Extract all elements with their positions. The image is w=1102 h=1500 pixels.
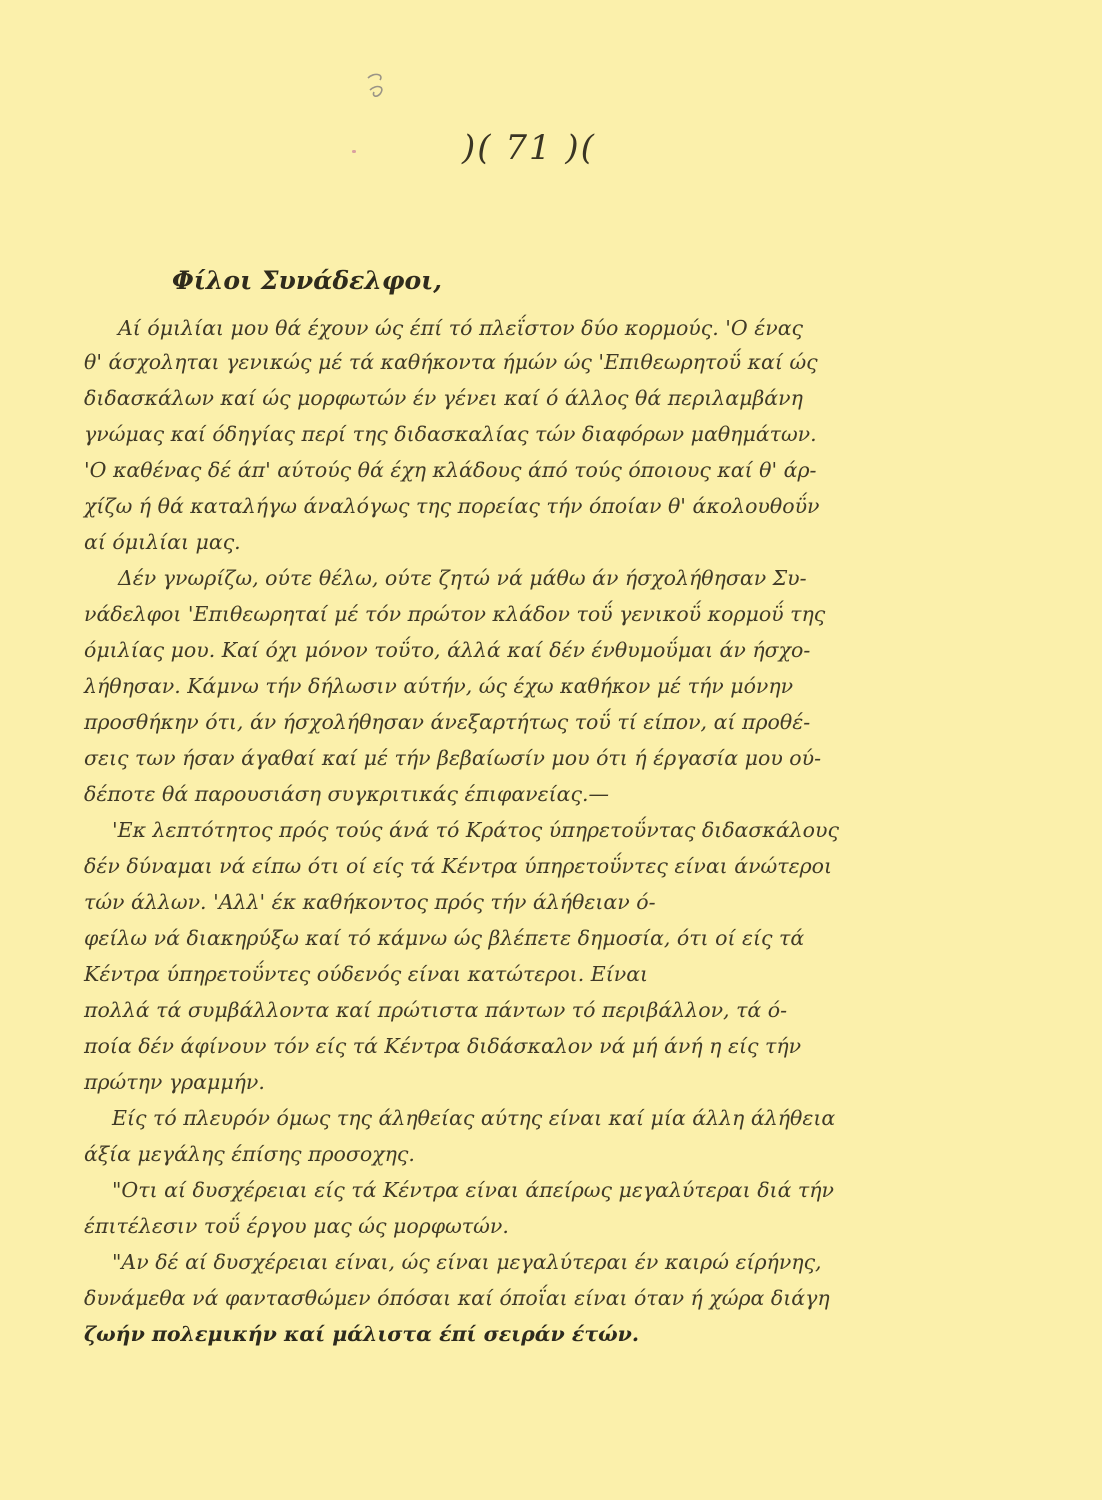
pencil-annotation-mark <box>362 68 396 108</box>
text-line: δέν δύναμαι νά είπω ότι οί είς τά Κέντρα ύπηρετοΰντες είναι άνώτεροι <box>84 854 833 878</box>
text-line: δυνάμεθα νά φαντασθώμεν όπόσαι καί όποΐαι είναι όταν ή χώρα διάγη <box>84 1286 830 1310</box>
text-line: νάδελφοι 'Επιθεωρηταί μέ τόν πρώτον κλάδον τοΰ γενικοΰ κορμοΰ της <box>84 602 826 626</box>
text-line: διδασκάλων καί ώς μορφωτών έν γένει καί ό άλλος θά περιλαμβάνη <box>84 386 803 410</box>
text-line: Δέν γνωρίζω, ούτε θέλω, ούτε ζητώ νά μάθω άν ήσχολήθησαν Συ- <box>118 566 807 590</box>
text-line: 'Ο καθένας δέ άπ' αύτούς θά έχη κλάδους άπό τούς όποιους καί θ' άρ- <box>84 458 817 482</box>
text-line: άξία μεγάλης έπίσης προσοχης. <box>84 1142 415 1166</box>
text-line: όμιλίας μου. Καί όχι μόνον τοΰτο, άλλά καί δέν ένθυμοΰμαι άν ήσχο- <box>84 638 811 662</box>
text-line: Κέντρα ύπηρετοΰντες ούδενός είναι κατώτεροι. Είναι <box>84 962 649 986</box>
red-ink-dot <box>352 150 356 153</box>
text-line: ζωήν πολεμικήν καί μάλιστα έπί σειράν έτών. <box>84 1322 640 1346</box>
text-line: γνώμας καί όδηγίας περί της διδασκαλίας τών διαφόρων μαθημάτων. <box>84 422 817 446</box>
salutation-heading: Φίλοι Συνάδελφοι, <box>172 266 442 295</box>
text-line: σεις των ήσαν άγαθαί καί μέ τήν βεβαίωσίν μου ότι ή έργασία μου ού- <box>84 746 822 770</box>
text-line: ποία δέν άφίνουν τόν είς τά Κέντρα διδάσκαλον νά μή άνή η είς τήν <box>84 1034 802 1058</box>
text-line: έπιτέλεσιν τοΰ έργου μας ώς μορφωτών. <box>84 1214 509 1238</box>
page-number: )( 71 )( <box>462 128 596 168</box>
text-line: φείλω νά διακηρύξω καί τό κάμνω ώς βλέπετε δημοσία, ότι οί είς τά <box>84 926 805 950</box>
text-line: πολλά τά συμβάλλοντα καί πρώτιστα πάντων τό περιβάλλον, τά ό- <box>84 998 788 1022</box>
text-line: "Αν δέ αί δυσχέρειαι είναι, ώς είναι μεγαλύτεραι έν καιρώ είρήνης, <box>112 1250 822 1274</box>
text-line: θ' άσχοληται γενικώς μέ τά καθήκοντα ήμών ώς 'Επιθεωρητοΰ καί ώς <box>84 350 818 374</box>
text-line: προσθήκην ότι, άν ήσχολήθησαν άνεξαρτήτως τοΰ τί είπον, αί προθέ- <box>84 710 811 734</box>
text-line: 'Εκ λεπτότητος πρός τούς άνά τό Κράτος ύπηρετοΰντας διδασκάλους <box>112 818 839 842</box>
text-line: αί όμιλίαι μας. <box>84 530 241 554</box>
text-line: πρώτην γραμμήν. <box>84 1070 265 1094</box>
text-line: Αί όμιλίαι μου θά έχουν ώς έπί τό πλεΐστον δύο κορμούς. 'Ο ένας <box>118 316 804 340</box>
text-line: "Οτι αί δυσχέρειαι είς τά Κέντρα είναι άπείρως μεγαλύτεραι διά τήν <box>112 1178 835 1202</box>
text-line: τών άλλων. 'Αλλ' έκ καθήκοντος πρός τήν άλήθειαν ό- <box>84 890 656 914</box>
text-line: λήθησαν. Κάμνω τήν δήλωσιν αύτήν, ώς έχω καθήκον μέ τήν μόνην <box>84 674 794 698</box>
text-line: χίζω ή θά καταλήγω άναλόγως της πορείας τήν όποίαν θ' άκολουθοΰν <box>84 494 820 518</box>
text-line: δέποτε θά παρουσιάση συγκριτικάς έπιφανείας.— <box>84 782 610 806</box>
text-line: Είς τό πλευρόν όμως της άληθείας αύτης είναι καί μία άλλη άλήθεια <box>112 1106 836 1130</box>
